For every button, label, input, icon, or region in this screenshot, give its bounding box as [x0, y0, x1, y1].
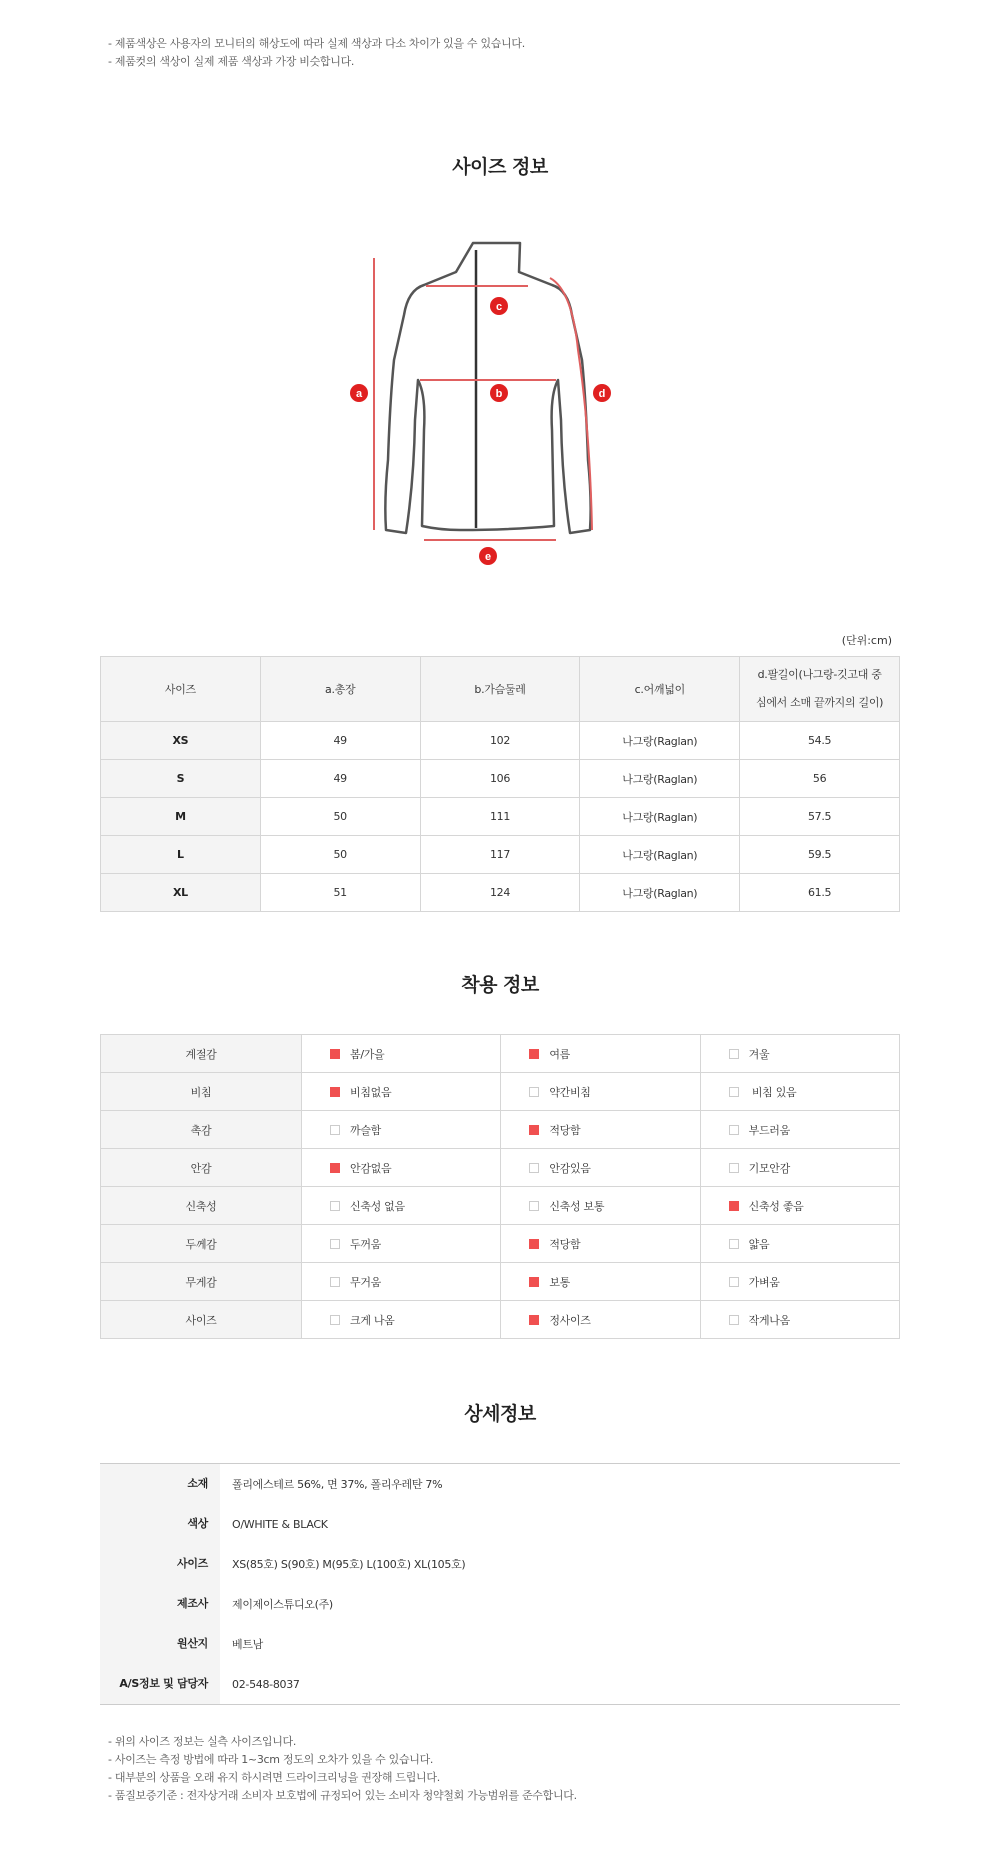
unchecked-box-icon [729, 1087, 739, 1097]
wear-label: 촉감 [101, 1111, 302, 1149]
value-cell: 나그랑(Raglan) [580, 722, 740, 760]
detail-row [100, 1504, 900, 1544]
wear-option [700, 1263, 899, 1301]
label-c: c [495, 301, 503, 313]
wear-option [501, 1225, 700, 1263]
wear-option-text: 비침 있음 [748, 1085, 797, 1099]
header-cell [740, 657, 900, 722]
value-cell: 나그랑(Raglan) [580, 798, 740, 836]
wear-option-text: 가벼움 [748, 1275, 780, 1289]
table-row [101, 836, 900, 874]
wear-option [302, 1301, 501, 1339]
value-cell: 102 [420, 722, 580, 760]
wear-option [700, 1225, 899, 1263]
wear-info-title: 착용 정보 [461, 974, 539, 996]
unchecked-box-icon [729, 1277, 739, 1287]
note-line: - 제품색상은 사용자의 모니터의 해상도에 따라 실제 색상과 다소 차이가 있을 수 있습니다. [108, 37, 525, 50]
unchecked-box-icon [330, 1239, 340, 1249]
wear-option-text: 얇음 [748, 1237, 770, 1251]
table-row [101, 798, 900, 836]
table-row [101, 760, 900, 798]
header-text-line2: 심에서 소매 끝까지의 길이) [756, 696, 884, 709]
value-cell: 54.5 [740, 722, 900, 760]
wear-option-text: 까슬함 [350, 1123, 381, 1137]
wear-row [101, 1187, 900, 1225]
wear-option [700, 1073, 899, 1111]
unit-label: (단위:cm) [841, 634, 892, 647]
wear-label: 사이즈 [101, 1301, 302, 1339]
size-table [100, 656, 900, 912]
wear-option-text: 정사이즈 [549, 1313, 591, 1327]
unchecked-box-icon [729, 1163, 739, 1173]
wear-option-text: 두꺼움 [350, 1237, 381, 1251]
header-cell: c.어깨넓이 [580, 657, 740, 722]
note-line: - 대부분의 상품을 오래 유지 하시려면 드라이크리닝을 권장해 드립니다. [108, 1771, 440, 1784]
top-notes [108, 35, 525, 71]
size-info-title: 사이즈 정보 [452, 156, 548, 178]
detail-label: 원산지 [100, 1624, 220, 1664]
unchecked-box-icon [330, 1315, 340, 1325]
wear-row [101, 1301, 900, 1339]
value-cell: 59.5 [740, 836, 900, 874]
value-cell: 56 [740, 760, 900, 798]
label-d: d [598, 388, 606, 400]
table-header-row [101, 657, 900, 722]
detail-value: 제이제이스튜디오(주) [232, 1598, 333, 1611]
note-line: - 품질보증기준 : 전자상거래 소비자 보호법에 규정되어 있는 소비자 청약철회 가능범위를 준수합니다. [108, 1789, 577, 1802]
wear-option-text: 겨울 [748, 1047, 770, 1061]
header-cell: b.가슴둘레 [420, 657, 580, 722]
unchecked-box-icon [330, 1125, 340, 1135]
wear-option [501, 1187, 700, 1225]
checked-box-icon [330, 1087, 340, 1097]
wear-row [101, 1149, 900, 1187]
unchecked-box-icon [729, 1125, 739, 1135]
wear-option-text: 비침없음 [350, 1085, 392, 1099]
wear-label: 비침 [101, 1073, 302, 1111]
wear-option-text: 보통 [549, 1275, 570, 1289]
checked-box-icon [529, 1049, 539, 1059]
checked-box-icon [529, 1239, 539, 1249]
wear-option [700, 1301, 899, 1339]
detail-value: 폴리에스테르 56%, 면 37%, 폴리우레탄 7% [232, 1478, 443, 1491]
checked-box-icon [529, 1125, 539, 1135]
header-cell: a.총장 [260, 657, 420, 722]
detail-row [100, 1664, 900, 1704]
wear-option [302, 1263, 501, 1301]
wear-label: 무게감 [101, 1263, 302, 1301]
unchecked-box-icon [729, 1315, 739, 1325]
wear-option-text: 무거움 [350, 1275, 381, 1289]
wear-info-table [100, 1034, 900, 1339]
wear-option [302, 1035, 501, 1073]
wear-option [501, 1301, 700, 1339]
wear-option [501, 1263, 700, 1301]
unchecked-box-icon [729, 1049, 739, 1059]
wear-option [700, 1111, 899, 1149]
unchecked-box-icon [330, 1277, 340, 1287]
wear-option [302, 1073, 501, 1111]
value-cell: 나그랑(Raglan) [580, 836, 740, 874]
wear-option-text: 봄/가을 [350, 1047, 385, 1061]
checked-box-icon [729, 1201, 739, 1211]
wear-row [101, 1035, 900, 1073]
unchecked-box-icon [529, 1163, 539, 1173]
detail-value: 베트남 [232, 1638, 263, 1651]
wear-option [501, 1073, 700, 1111]
wear-row [101, 1111, 900, 1149]
bottom-notes [108, 1733, 577, 1805]
value-cell: 50 [260, 798, 420, 836]
unchecked-box-icon [529, 1201, 539, 1211]
value-cell: 49 [260, 760, 420, 798]
note-line: - 위의 사이즈 정보는 실측 사이즈입니다. [108, 1735, 297, 1748]
detail-row [100, 1464, 900, 1504]
value-cell: 111 [420, 798, 580, 836]
wear-option-text: 신축성 없음 [350, 1199, 405, 1213]
label-a: a [355, 388, 363, 400]
wear-option-text: 적당함 [549, 1237, 581, 1251]
wear-option [302, 1149, 501, 1187]
value-cell: 117 [420, 836, 580, 874]
checked-box-icon [529, 1315, 539, 1325]
wear-label: 신축성 [101, 1187, 302, 1225]
size-cell: XL [101, 874, 261, 912]
header-cell: 사이즈 [101, 657, 261, 722]
wear-row [101, 1073, 900, 1111]
wear-row [101, 1225, 900, 1263]
wear-label: 두께감 [101, 1225, 302, 1263]
header-text-line1: d.팔길이(나그랑-깃고대 중 [757, 668, 882, 681]
note-line: - 사이즈는 측정 방법에 따라 1~3cm 정도의 오차가 있을 수 있습니다. [108, 1753, 434, 1766]
unchecked-box-icon [729, 1239, 739, 1249]
value-cell: 61.5 [740, 874, 900, 912]
value-cell: 57.5 [740, 798, 900, 836]
wear-option [501, 1149, 700, 1187]
value-cell: 124 [420, 874, 580, 912]
wear-option [501, 1111, 700, 1149]
value-cell: 50 [260, 836, 420, 874]
size-cell: L [101, 836, 261, 874]
wear-label: 계절감 [101, 1035, 302, 1073]
size-cell: XS [101, 722, 261, 760]
detail-label: 색상 [100, 1504, 220, 1544]
size-cell: S [101, 760, 261, 798]
wear-option [302, 1187, 501, 1225]
detail-info-table [100, 1463, 900, 1705]
table-row [101, 722, 900, 760]
detail-value: XS(85호) S(90호) M(95호) L(100호) XL(105호) [232, 1558, 466, 1571]
detail-label: 사이즈 [100, 1544, 220, 1584]
wear-option-text: 적당함 [549, 1123, 581, 1137]
wear-label: 안감 [101, 1149, 302, 1187]
value-cell: 51 [260, 874, 420, 912]
wear-option-text: 안감있음 [549, 1161, 591, 1175]
wear-option-text: 작게나옴 [748, 1313, 790, 1327]
value-cell: 49 [260, 722, 420, 760]
wear-option-text: 부드러움 [748, 1123, 790, 1137]
wear-option-text: 크게 나옴 [350, 1313, 395, 1327]
detail-label: 소재 [100, 1464, 220, 1504]
checked-box-icon [330, 1049, 340, 1059]
wear-option-text: 기모안감 [748, 1161, 790, 1175]
size-cell: M [101, 798, 261, 836]
wear-option-text: 여름 [549, 1047, 570, 1061]
wear-option [700, 1035, 899, 1073]
checked-box-icon [529, 1277, 539, 1287]
detail-row [100, 1544, 900, 1584]
wear-option [302, 1111, 501, 1149]
wear-option-text: 신축성 좋음 [748, 1199, 804, 1213]
detail-value: O/WHITE & BLACK [232, 1517, 328, 1531]
detail-label: A/S정보 및 담당자 [100, 1664, 220, 1704]
value-cell: 나그랑(Raglan) [580, 874, 740, 912]
wear-option [501, 1035, 700, 1073]
unchecked-box-icon [529, 1087, 539, 1097]
detail-info-title: 상세정보 [464, 1403, 536, 1425]
value-cell: 106 [420, 760, 580, 798]
wear-option-text: 신축성 보통 [549, 1199, 605, 1213]
checked-box-icon [330, 1163, 340, 1173]
detail-row [100, 1584, 900, 1624]
unchecked-box-icon [330, 1201, 340, 1211]
table-row [101, 874, 900, 912]
wear-option-text: 약간비침 [549, 1085, 591, 1099]
wear-row [101, 1263, 900, 1301]
detail-value: 02-548-8037 [232, 1677, 300, 1691]
wear-option [700, 1149, 899, 1187]
jacket-size-diagram [340, 230, 660, 580]
value-cell: 나그랑(Raglan) [580, 760, 740, 798]
detail-row [100, 1624, 900, 1664]
detail-label: 제조사 [100, 1584, 220, 1624]
note-line: - 제품컷의 색상이 실제 제품 색상과 가장 비슷합니다. [108, 55, 355, 68]
wear-option [700, 1187, 899, 1225]
wear-option-text: 안감없음 [350, 1161, 392, 1175]
label-e: e [484, 551, 492, 563]
wear-option [302, 1225, 501, 1263]
label-b: b [495, 388, 503, 400]
